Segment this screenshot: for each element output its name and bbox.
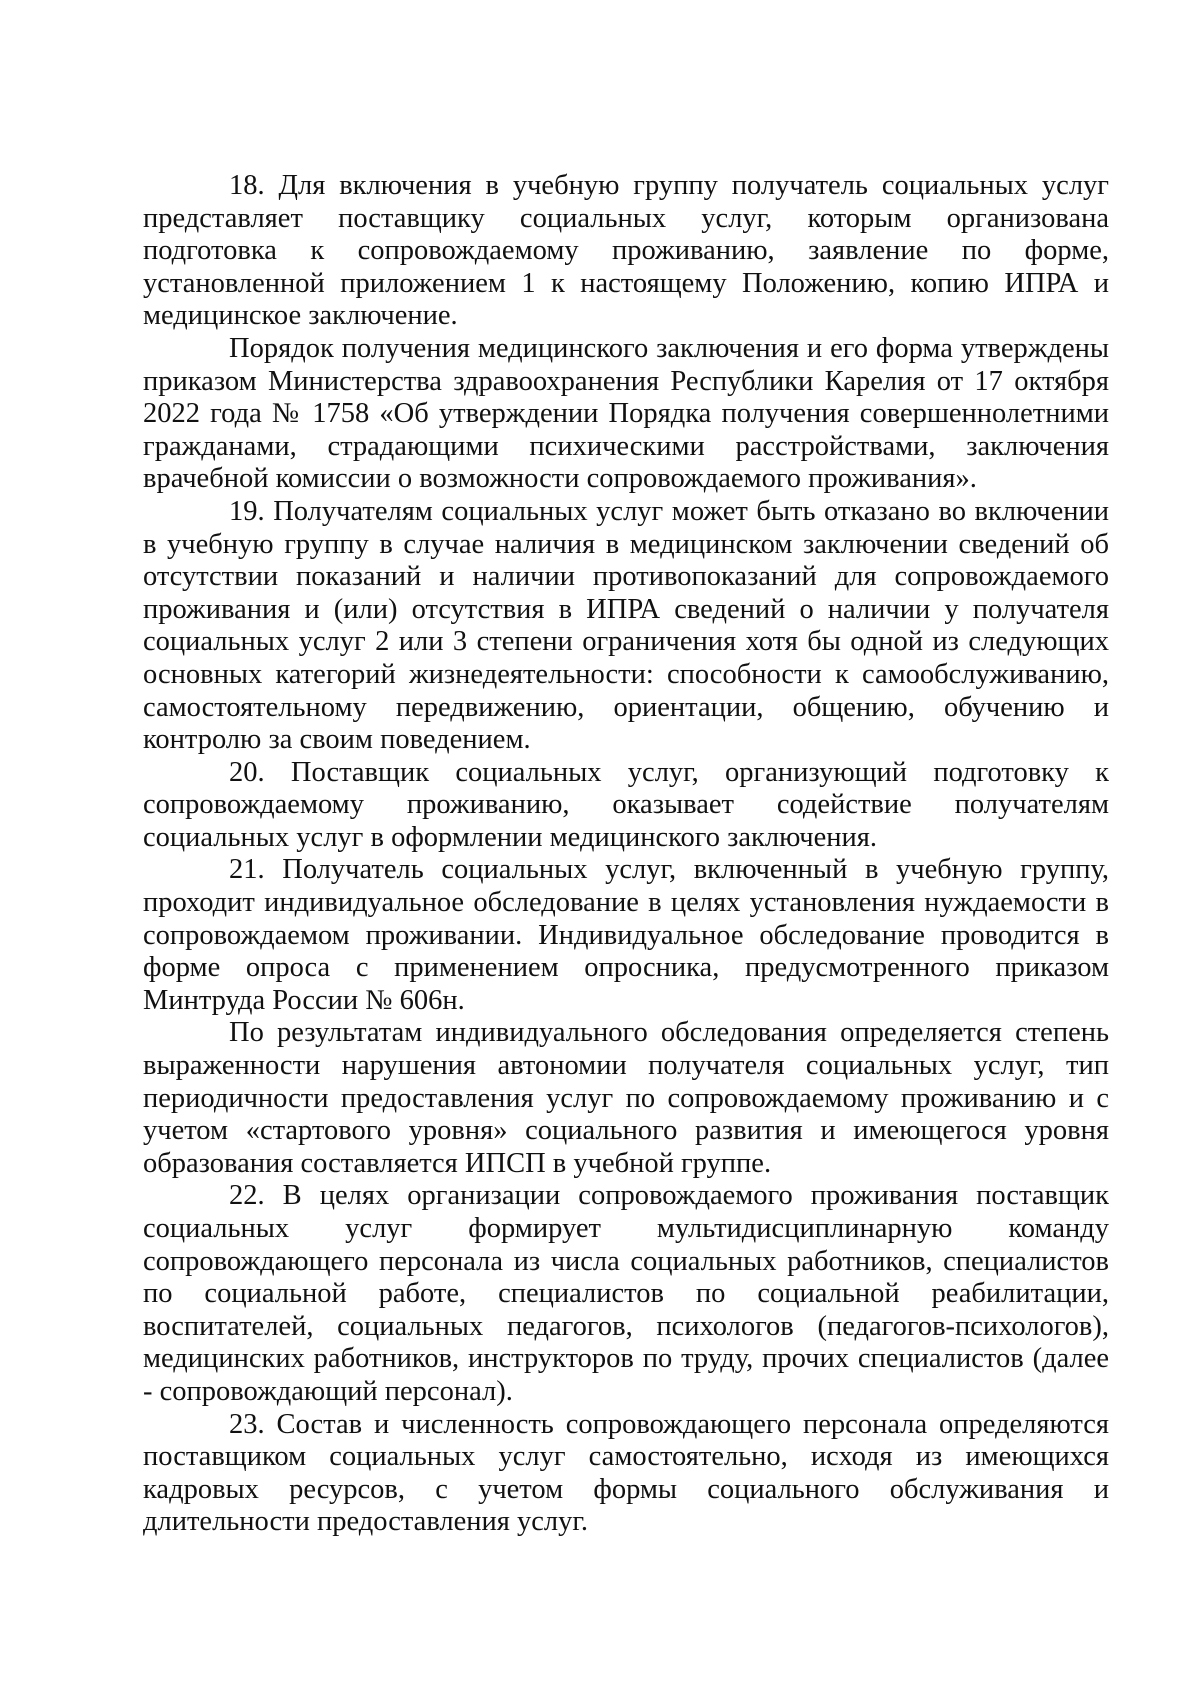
paragraph-item-22: 22. В целях организации сопровождаемого проживания поставщик социальных услуг формирует мультидисциплинарную команду сопровождающего персонала из числа социальных работников, специалистов по социальной работе, специалистов по социальной реабилитации, воспитателей, социальных педагогов, психологов (педагогов-психологов), медицинских работников, инструкторов по труду, прочих специалистов (далее - сопровождающий персонал). [143,1180,1109,1407]
paragraph-item-23: 23. Состав и численность сопровождающего персонала определяются поставщиком социальных услуг самостоятельно, исходя из имеющихся кадровых ресурсов, с учетом формы социального обслуживания и длительности предоставления услуг. [143,1408,1109,1538]
document-body [143,170,1109,1539]
paragraph-survey-results: По результатам индивидуального обследования определяется степень выраженности нарушения автономии получателя социальных услуг, тип периодичности предоставления услуг по сопровождаемому проживанию и с учетом «стартового уровня» социального развития и имеющегося уровня образования составляется ИПСП в учебной группе. [143,1017,1109,1179]
paragraph-medical-conclusion-order: Порядок получения медицинского заключения и его форма утверждены приказом Министерства здравоохранения Республики Карелия от 17 октября 2022 года № 1758 «Об утверждении Порядка получения совершеннолетними гражданами, страдающими психическими расстройствами, заключения врачебной комиссии о возможности сопровождаемого проживания». [143,332,1109,495]
paragraph-item-18: 18. Для включения в учебную группу получатель социальных услуг представляет поставщику социальных услуг, которым организована подготовка к сопровождаемому проживанию, заявление по форме, установленной приложением 1 к настоящему Положению, копию ИПРА и медицинское заключение. [143,170,1109,332]
paragraph-item-20: 20. Поставщик социальных услуг, организующий подготовку к сопровождаемому проживанию, оказывает содействие получателям социальных услуг в оформлении медицинского заключения. [143,756,1109,853]
paragraph-item-19: 19. Получателям социальных услуг может быть отказано во включении в учебную группу в случае наличия в медицинском заключении сведений об отсутствии показаний и наличии противопоказаний для сопровождаемого проживания и (или) отсутствия в ИПРА сведений о наличии у получателя социальных услуг 2 или 3 степени ограничения хотя бы одной из следующих основных категорий жизнедеятельности: способности к самообслуживанию, самостоятельному передвижению, ориентации, общению, обучению и контролю за своим поведением. [143,495,1109,756]
paragraph-item-21: 21. Получатель социальных услуг, включенный в учебную группу, проходит индивидуальное обследование в целях установления нуждаемости в сопровождаемом проживании. Индивидуальное обследование проводится в форме опроса с применением опросника, предусмотренного приказом Минтруда России № 606н. [143,854,1109,1016]
